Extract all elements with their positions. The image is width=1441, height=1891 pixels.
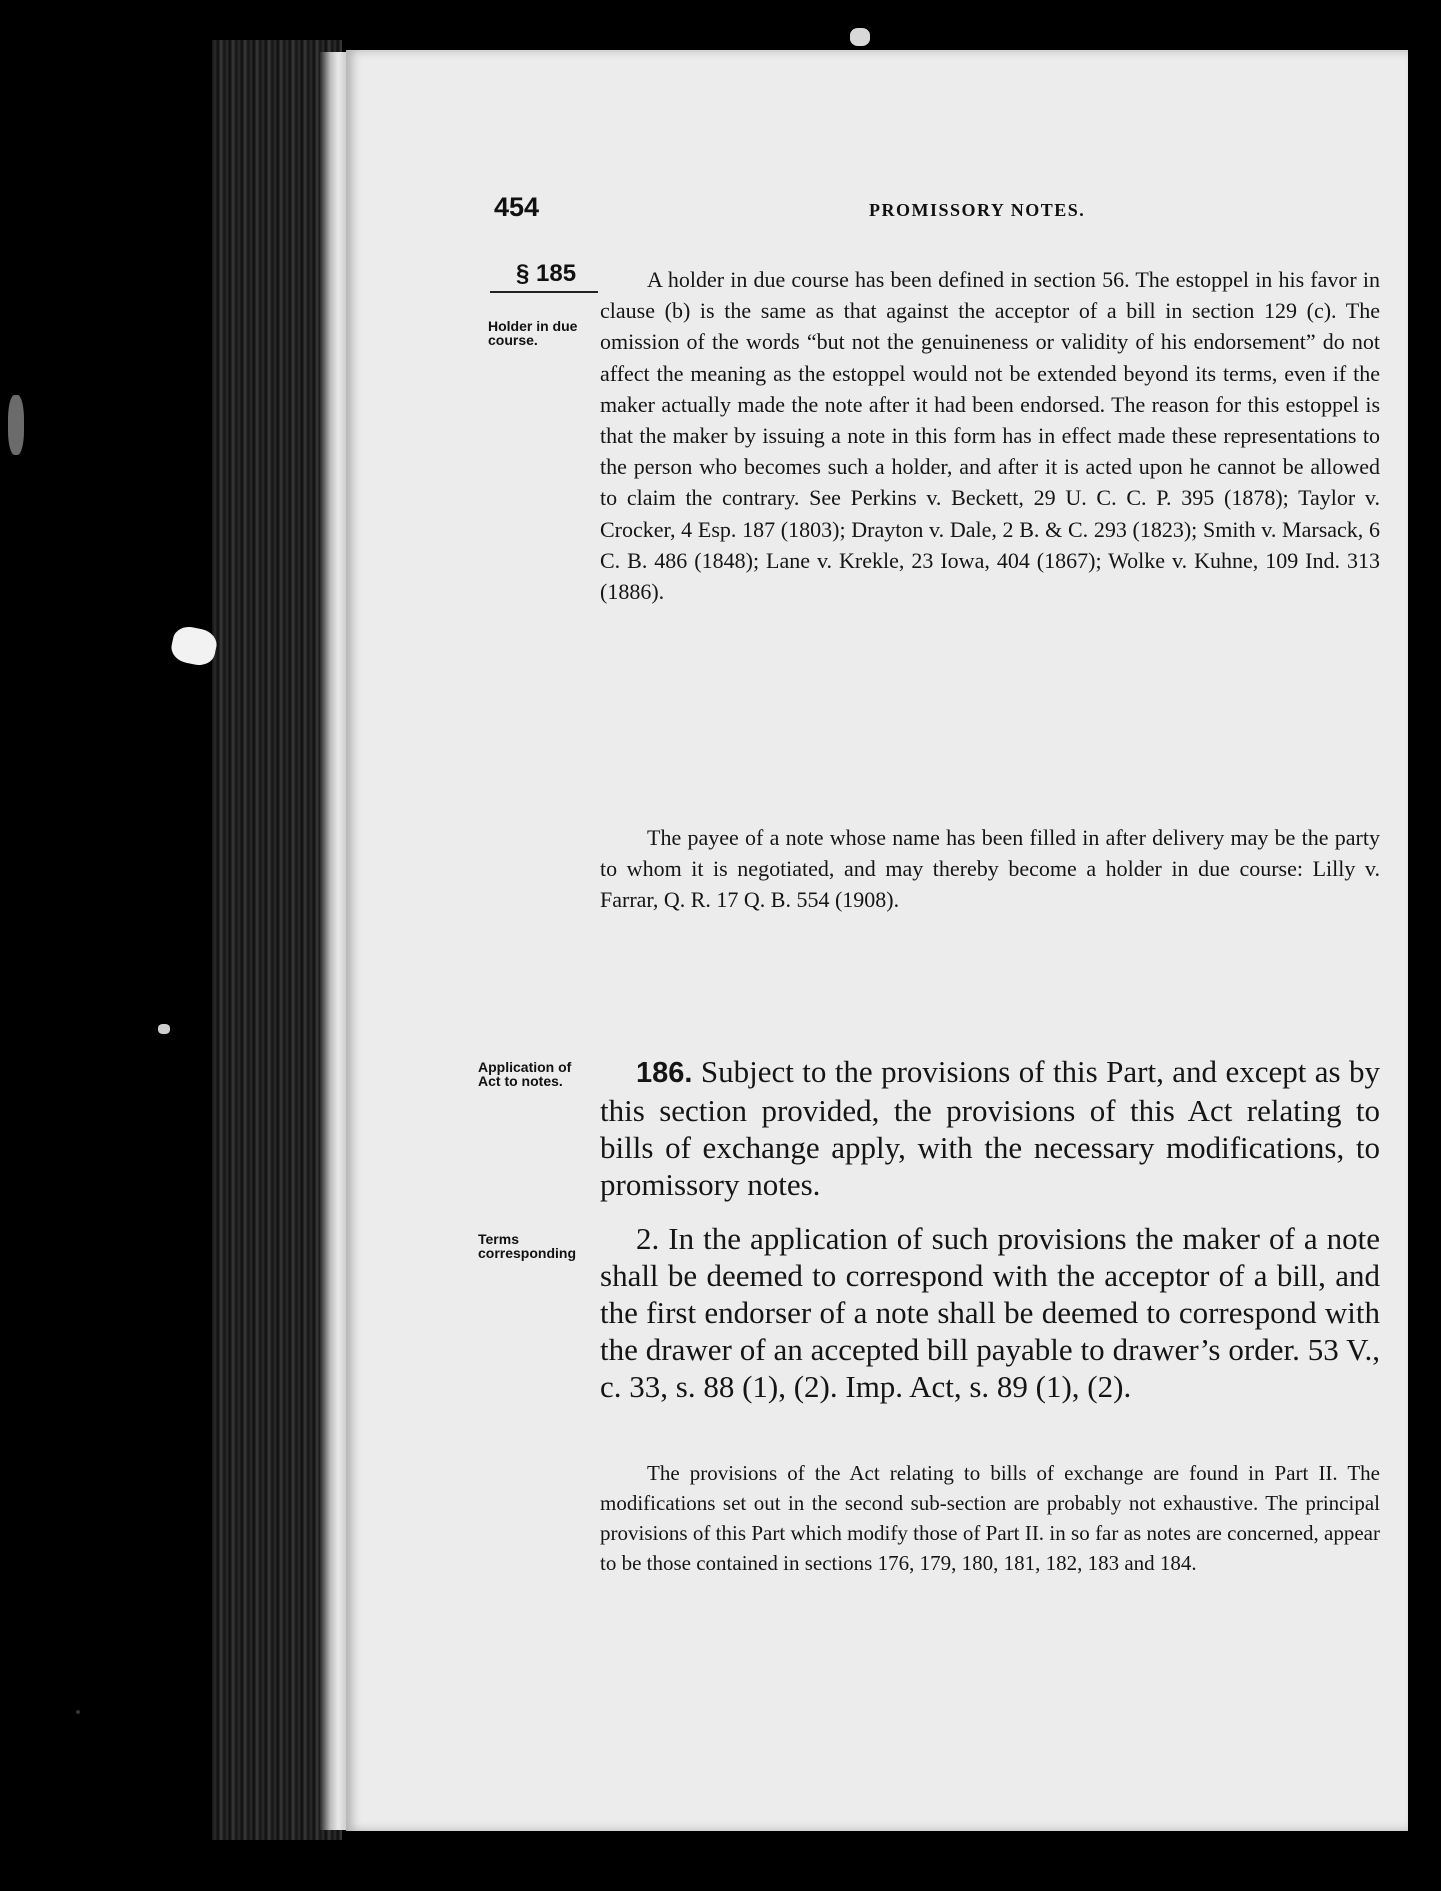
running-head [494,192,1274,232]
running-title: PROMISSORY NOTES. [869,200,1086,220]
section-text: Subject to the provisions of this Part, and except as by this section provided, the provisions of this Act relating to bills of exchange apply, with the necessary modifications, to promissory notes. [600,1054,1380,1202]
subsection-text: 2. In the application of such provisions the maker of a note shall be deemed to correspond with the acceptor of a bill, and the first endorser of a note shall be deemed to correspond with the drawer of an accepted bill payable to drawer’s order. 53 V., c. 33, s. 88 (1), (2). Imp. Act, s. 89 (1), (2). [600,1221,1380,1404]
margin-note-terms: Terms corresponding [478,1231,577,1261]
margin-note-holder: Holder in due course. [488,318,578,348]
book-page [346,50,1408,1831]
section-185-text [600,264,1380,607]
statute-paragraph [600,1220,1380,1405]
page-content [346,50,1408,1831]
page-number: 454 [494,192,540,222]
section-186-text [600,1053,1380,1203]
paragraph: The payee of a note whose name has been filled in after delivery may be the party to whom it is negotiated, and may thereby become a holder in due course: Lilly v. Farrar, Q. R. 17 Q. B. 554 (1908). [600,825,1380,913]
section-marker: § 185 [516,260,577,287]
margin-note-application: Application of Act to notes. [478,1059,572,1089]
paragraph: The provisions of the Act relating to bills of exchange are found in Part II. The modifications set out in the second sub-section are probably not exhaustive. The principal provisions of this Part which modify those of Part II. in so far as notes are concerned, appear to be those contained in sections 176, 179, 180, 181, 182, 183 and 184. [600,1461,1380,1575]
section-185-note [600,822,1380,916]
scan-speck [76,1710,80,1714]
scan-artifact [850,28,870,46]
section-number: 186. [636,1057,693,1089]
subsection-2-text [600,1220,1380,1405]
section-rule [490,291,598,293]
paragraph: A holder in due course has been defined in section 56. The estoppel in his favor in clause (b) is the same as that against the acceptor of a bill in section 129 (c). The omission of the words “but not the genuineness or validity of his endorsement” do not affect the meaning as the estoppel would not be extended beyond its terms, even if the maker actually made the note after it had been endorsed. The reason for this estoppel is that the maker by issuing a note in this form has in effect made these representations to the person who becomes such a holder, and after it is acted upon he cannot be allowed to claim the contrary. See Perkins v. Beckett, 29 U. C. C. P. 395 (1878); Taylor v. Crocker, 4 Esp. 187 (1803); Drayton v. Dale, 2 B. & C. 293 (1823); Smith v. Marsack, 6 C. B. 486 (1848); Lane v. Krekle, 23 Iowa, 404 (1867); Wolke v. Kuhne, 109 Ind. 313 (1886). [600,267,1380,605]
scan-artifact [158,1024,170,1034]
statute-paragraph [600,1053,1380,1203]
page-edge [320,52,346,1830]
commentary-text [600,1458,1380,1578]
scan-border [1408,0,1441,1891]
scan-artifact [8,395,24,455]
